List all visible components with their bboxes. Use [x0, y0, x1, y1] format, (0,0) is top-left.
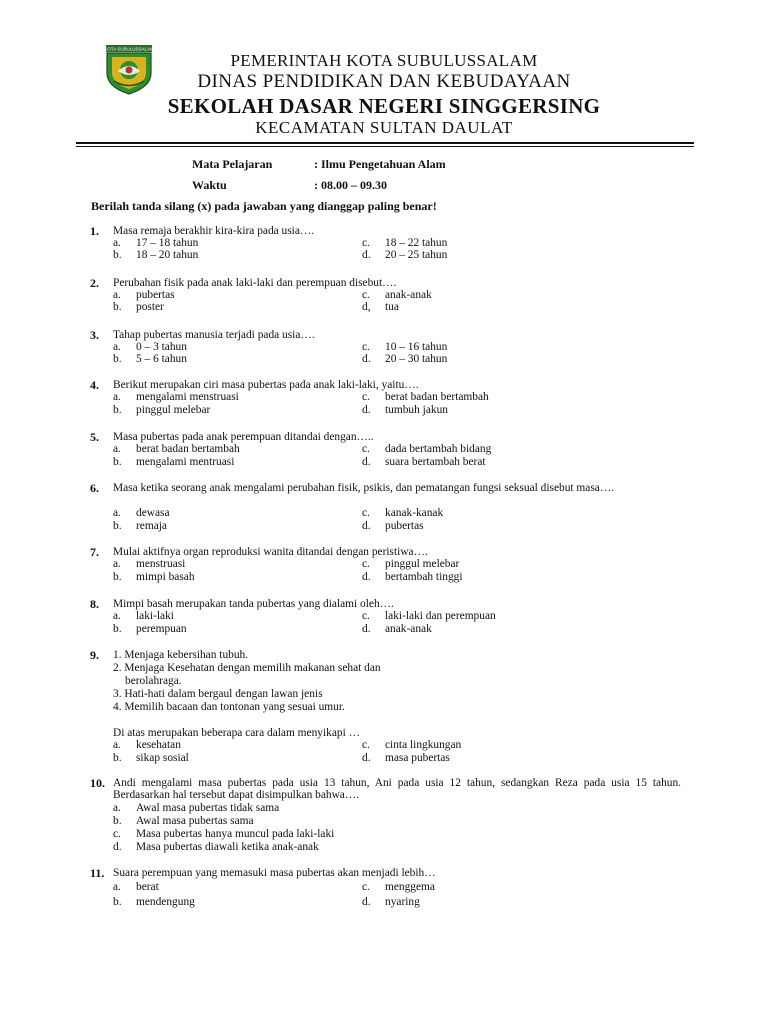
- time-label: Waktu: [192, 178, 227, 192]
- question-number: 1.: [90, 224, 99, 238]
- question-number: 4.: [90, 378, 99, 392]
- list-item: 1. Menjaga kebersihan tubuh.: [113, 649, 249, 661]
- question-number: 6.: [90, 481, 99, 495]
- list-item-continued: berolahraga.: [125, 675, 182, 687]
- question-text: Masa pubertas pada anak perempuan ditandai dengan…..: [113, 431, 374, 443]
- question-number: 8.: [90, 597, 99, 611]
- instruction: Berilah tanda silang (x) pada jawaban yang dianggap paling benar!: [91, 199, 437, 213]
- question-text: Suara perempuan yang memasuki masa pubertas akan menjadi lebih…: [113, 867, 436, 879]
- question-text: Mimpi basah merupakan tanda pubertas yang dialami oleh….: [113, 598, 394, 610]
- time-value: : 08.00 – 09.30: [314, 178, 387, 192]
- header-department: DINAS PENDIDIKAN DAN KEBUDAYAAN: [197, 71, 571, 92]
- svg-text:KOTA SUBULUSSALAM: KOTA SUBULUSSALAM: [104, 46, 154, 52]
- question-number: 11.: [90, 866, 105, 880]
- question-text: Tahap pubertas manusia terjadi pada usia….: [113, 329, 315, 341]
- subject-label: Mata Pelajaran: [192, 157, 273, 171]
- header-district: KECAMATAN SULTAN DAULAT: [255, 118, 513, 137]
- header-school-name: SEKOLAH DASAR NEGERI SINGGERSING: [167, 94, 601, 118]
- question-text: Berikut merupakan ciri masa pubertas pada anak laki-laki, yaitu….: [113, 379, 419, 391]
- question-text: Masa remaja berakhir kira-kira pada usia….: [113, 225, 315, 237]
- question-number: 3.: [90, 328, 99, 342]
- header-rule-thick: [76, 142, 694, 144]
- list-item: 4. Memilih bacaan dan tontonan yang sesuai umur.: [113, 701, 345, 713]
- subject-value: : Ilmu Pengetahuan Alam: [314, 157, 446, 171]
- question-number: 10.: [90, 776, 105, 790]
- question-text: Andi mengalami masa pubertas pada usia 13 tahun, Ani pada usia 12 tahun, sedangkan Reza pada usia 15 tahun. Berdasarkan hal tersebut dapat disimpulkan bahwa….: [113, 777, 681, 801]
- question-number: 7.: [90, 545, 99, 559]
- question-text: Perubahan fisik pada anak laki-laki dan perempuan disebut….: [113, 277, 397, 289]
- question-number: 2.: [90, 276, 99, 290]
- question-number: 9.: [90, 648, 99, 662]
- question-text: Masa ketika seorang anak mengalami perubahan fisik, psikis, dan pematangan fungsi seksual disebut masa….: [113, 482, 615, 494]
- list-item: 2. Menjaga Kesehatan dengan memilih makanan sehat dan: [113, 662, 381, 674]
- question-text: Di atas merupakan beberapa cara dalam menyikapi …: [113, 727, 361, 739]
- header-government: PEMERINTAH KOTA SUBULUSSALAM: [230, 51, 538, 70]
- list-item: 3. Hati-hati dalam bergaul dengan lawan jenis: [113, 688, 323, 700]
- header-rule-thin: [76, 146, 694, 147]
- question-number: 5.: [90, 430, 99, 444]
- question-text: Mulai aktifnya organ reproduksi wanita ditandai dengan peristiwa….: [113, 546, 428, 558]
